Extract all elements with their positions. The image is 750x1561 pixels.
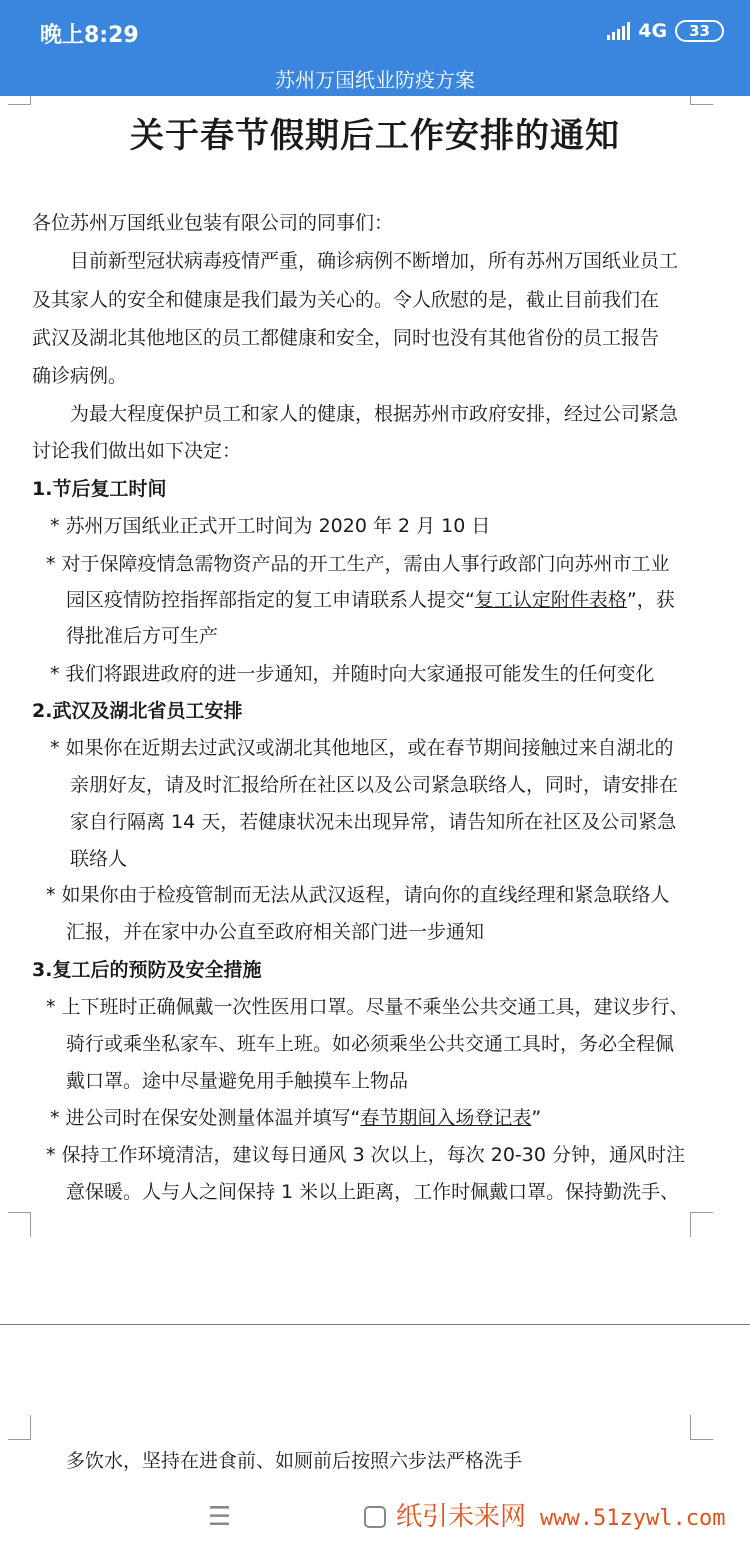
page-corner-mark	[690, 1212, 713, 1237]
document-line: 为最大程度保护员工和家人的健康，根据苏州市政府安排，经过公司紧急	[70, 403, 679, 425]
document-title: 关于春节假期后工作安排的通知	[130, 116, 620, 156]
section-heading: 3.复工后的预防及安全措施	[32, 959, 262, 981]
home-icon[interactable]	[364, 1506, 386, 1528]
page-corner-mark	[8, 1415, 31, 1440]
form-link[interactable]: 复工认定附件表格	[474, 589, 627, 611]
document-line: * 保持工作环境清洁，建议每日通风 3 次以上，每次 20-30 分钟，通风时注	[46, 1144, 685, 1166]
top-bar	[0, 0, 750, 96]
page2-text: 多饮水，坚持在进食前、如厕前后按照六步法严格洗手	[66, 1450, 523, 1472]
document-line: 骑行或乘坐私家车、班车上班。如必须乘坐公共交通工具时，务必全程佩	[66, 1033, 675, 1055]
document-line: * 进公司时在保安处测量体温并填写“春节期间入场登记表”	[50, 1107, 542, 1129]
document-line: 戴口罩。途中尽量避免用手触摸车上物品	[66, 1070, 409, 1092]
document-line: * 如果你在近期去过武汉或湖北其他地区，或在春节期间接触过来自湖北的	[50, 737, 674, 759]
document-line: 园区疫情防控指挥部指定的复工申请联系人提交“复工认定附件表格”，获	[66, 589, 675, 611]
page-corner-mark	[690, 1415, 713, 1440]
document-line: 讨论我们做出如下决定：	[32, 440, 242, 462]
document-line: * 对于保障疫情急需物资产品的开工生产，需由人事行政部门向苏州市工业	[46, 553, 670, 575]
form-link[interactable]: 春节期间入场登记表	[360, 1107, 532, 1129]
document-line: * 苏州万国纸业正式开工时间为 2020 年 2 月 10 日	[50, 515, 491, 537]
document-line: * 如果你由于检疫管制而无法从武汉返程，请向你的直线经理和紧急联络人	[46, 884, 670, 906]
status-time: 晚上8:29	[40, 23, 139, 48]
document-line: 家自行隔离 14 天，若健康状况未出现异常，请告知所在社区及公司紧急	[70, 811, 677, 833]
signal-icon	[607, 22, 630, 40]
watermark	[396, 1496, 725, 1533]
app-title: 苏州万国纸业防疫方案	[275, 68, 475, 92]
section-heading: 1.节后复工时间	[32, 478, 167, 500]
document-line: 得批准后方可生产	[66, 625, 219, 647]
document-line: 及其家人的安全和健康是我们最为关心的。令人欣慰的是，截止目前我们在	[32, 289, 660, 311]
document-line: 亲朋好友，请及时汇报给所在社区以及公司紧急联络人，同时，请安排在	[70, 774, 679, 796]
document-line: 目前新型冠状病毒疫情严重，确诊病例不断增加，所有苏州万国纸业员工	[70, 250, 679, 272]
watermark-url: www.51zywl.com	[540, 1506, 726, 1531]
document-line: 确诊病例。	[32, 365, 128, 387]
page-corner-mark	[690, 96, 713, 105]
watermark-name: 纸引未来网	[396, 1502, 527, 1532]
menu-icon[interactable]: ☰	[208, 1502, 232, 1532]
battery-icon: 33	[675, 20, 724, 42]
document-line: 意保暖。人与人之间保持 1 米以上距离，工作时佩戴口罩。保持勤洗手、	[66, 1181, 680, 1203]
document-line: * 我们将跟进政府的进一步通知，并随时向大家通报可能发生的任何变化	[50, 663, 655, 685]
network-type: 4G	[638, 20, 668, 42]
document-line: 各位苏州万国纸业包装有限公司的同事们：	[32, 212, 394, 234]
document-line: 联络人	[70, 848, 128, 870]
document-line: * 上下班时正确佩戴一次性医用口罩。尽量不乘坐公共交通工具，建议步行、	[46, 996, 689, 1018]
page-corner-mark	[8, 1212, 31, 1237]
page-corner-mark	[8, 96, 31, 105]
document-line: 汇报，并在家中办公直至政府相关部门进一步通知	[66, 921, 485, 943]
page-break	[0, 1324, 750, 1325]
status-icons	[607, 20, 724, 42]
document-line: 武汉及湖北其他地区的员工都健康和安全，同时也没有其他省份的员工报告	[32, 327, 660, 349]
section-heading: 2.武汉及湖北省员工安排	[32, 700, 243, 722]
